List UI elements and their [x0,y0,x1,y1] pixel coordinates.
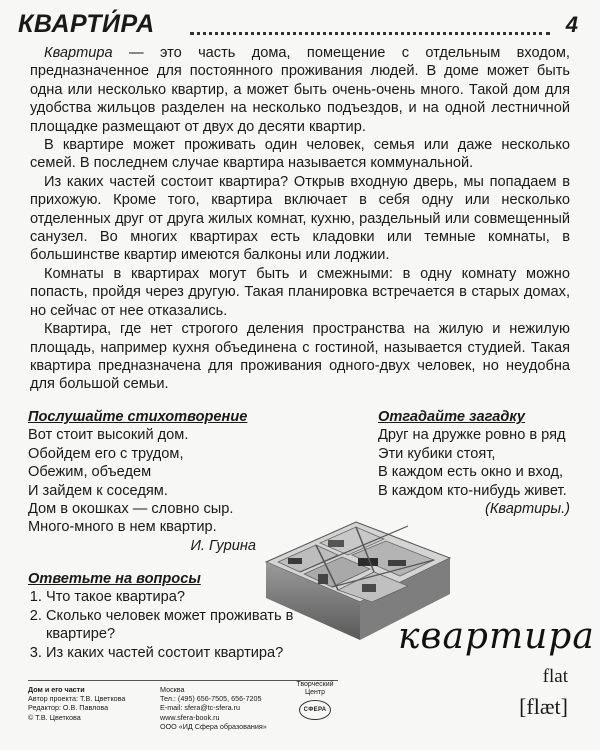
page-title: КВАРТИ́РА [18,10,155,38]
poem-line: Обойдем его с трудом, [28,445,184,462]
website: www.sfera-book.ru [160,712,220,722]
questions-list [28,588,298,662]
questions-section [28,570,298,662]
paragraph-4: Комнаты в квартирах могут быть и смежными: в одну комнату можно попасть, пройдя через другую. Такая планировка встречается в старых домах, но сейчас от нее отказались. [30,265,570,319]
main-text [30,44,570,394]
copyright: © Т.В. Цветкова [28,712,81,722]
poem-section [28,408,278,555]
english-word: flat [542,666,568,687]
editor: Редактор: О.В. Павлова [28,703,109,713]
riddle-answer: (Квартиры.) [484,501,570,518]
page-header [18,8,582,42]
poem-line: И зайдем к соседям. [28,482,168,499]
city: Москва [160,685,185,694]
footer [28,680,338,731]
riddle-line: Друг на дружке ровно в ряд [378,427,566,444]
questions-heading: Ответьте на вопросы [28,571,201,587]
email: E-mail: sfera@tc-sfera.ru [160,703,240,713]
project-author: Автор проекта: Т.В. Цветкова [28,694,126,704]
riddle-line: В каждом есть окно и вход, [378,464,564,481]
publisher-logo [290,681,340,720]
poem-line: Вот стоит высокий дом. [28,427,189,444]
logo-line-2: Центр [304,689,326,697]
paragraph-5: Квартира, где нет строгого деления пространства на жилую и нежилую площадь, например кухня объединена с гостиной, называется студией. Такая квартира предназначена для проживания одного-двух человек, но неудобна для большой семьи. [30,321,570,393]
poem-heading: Послушайте стихотворение [28,409,248,425]
riddle-line: Эти кубики стоят, [378,445,496,462]
riddle-line: В каждом кто-нибудь живет. [378,482,567,499]
cursive-word: квартира [398,616,595,657]
poem-author: И. Гурина [190,537,256,554]
transcription: [flæt] [519,694,568,719]
footer-credits [28,685,158,722]
dotted-leader [190,32,550,35]
phone: Тел.: (495) 656-7505, 656-7205 [160,694,262,704]
sfera-logo-icon: СФЕРА [299,700,331,720]
page-number: 4 [565,12,578,37]
poem-line: Много-много в нем квартир. [28,519,217,536]
paragraph-1 [30,44,570,136]
question-item: 3. Из каких частей состоит квартира? [46,644,298,662]
footer-contacts [160,685,290,731]
poem-line: Дом в окошках — словно сыр. [28,501,234,518]
question-item: 2. Сколько человек может проживать в квартире? [46,607,298,644]
logo-line-1: Творческий [296,681,334,688]
series-name: Дом и его части [28,685,85,694]
paragraph-3: Из каких частей состоит квартира? Открыв входную дверь, мы попадаем в прихожую. Кроме того, квартира включает в себя одну или несколько отделенных друг от друга жилых комнат, кухню, раздельный или совмещенный санузел. Во многих квартирах есть кладовки или темные комнаты, в большинстве квартир имеются балконы или лоджии. [30,173,570,264]
poem-line: Обежим, объедем [28,464,152,481]
paragraph-1-text: — это часть дома, помещение с отдельным входом, предназначенное для постоянного проживания людей. В доме может быть одна или несколько квартир, а может быть очень-очень много. Такой дом для удобства жильцов разделен на несколько подъездов, и на одной лестничной площадке размещают от двух до десяти квартир. [30,45,570,135]
riddle-heading: Отгадайте загадку [378,409,526,425]
question-item: 1. Что такое квартира? [46,588,298,606]
term-kvartira: Квартира [44,45,113,61]
publisher: ООО «ИД Сфера образования» [160,721,267,731]
paragraph-2: В квартире может проживать один человек, семья или даже несколько семей. В последнем случае квартира называется коммунальной. [30,137,570,172]
